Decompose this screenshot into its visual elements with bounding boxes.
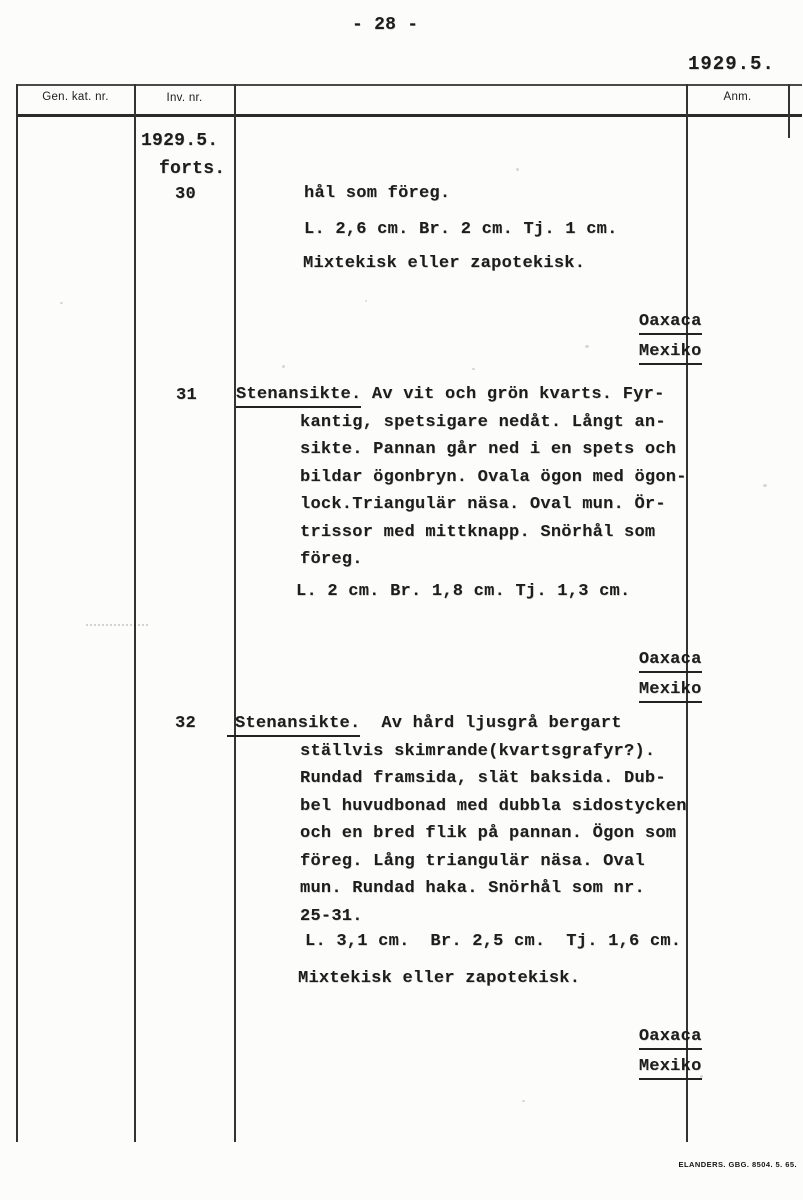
- entry-32-description-line: mun. Rundad haka. Snörhål som nr.: [300, 879, 645, 898]
- column-divider-description-anm: [686, 84, 688, 1142]
- entry-32-description-line: och en bred flik på pannan. Ögon som: [300, 824, 677, 843]
- entry-31-title: Stenansikte.: [236, 385, 361, 408]
- paper-speck: [522, 1100, 525, 1102]
- continuation-year: 1929.5.: [141, 131, 219, 151]
- paper-speck: [365, 300, 367, 302]
- entry-31-description-line: trissor med mittknapp. Snörhål som: [300, 523, 656, 542]
- entry-32-title-line: [227, 714, 622, 737]
- entry-31-description-line: lock.Triangulär näsa. Oval mun. Ör-: [300, 495, 666, 514]
- column-divider-inv-description: [234, 84, 236, 1142]
- entry-30-description-line: hål som föreg.: [304, 184, 451, 203]
- entry-31-provenance-country: Mexiko: [639, 680, 702, 703]
- entry-32-measurements: L. 3,1 cm. Br. 2,5 cm. Tj. 1,6 cm.: [305, 932, 682, 951]
- entry-32-title-rest: Av hård ljusgrå bergart: [360, 714, 622, 733]
- entry-32-title: Stenansikte.: [227, 714, 360, 737]
- page-number: - 28 -: [352, 15, 419, 35]
- entry-31-provenance-place: Oaxaca: [639, 650, 702, 673]
- paper-speck: [763, 484, 767, 487]
- catalog-year-header: 1929.5.: [688, 53, 775, 75]
- paper-speck: [640, 352, 643, 355]
- paper-speck: [516, 168, 519, 171]
- entry-30-provenance-country: Mexiko: [639, 342, 702, 365]
- entry-32-description-line: ställvis skimrande(kvartsgrafyr?).: [300, 742, 656, 761]
- paper-speck: [700, 1075, 703, 1078]
- paper-speck: [282, 365, 285, 368]
- inv-nr-31: 31: [176, 386, 197, 405]
- entry-30-culture: Mixtekisk eller zapotekisk.: [303, 254, 586, 273]
- continuation-forts: forts.: [159, 159, 226, 179]
- entry-31-description-line: bildar ögonbryn. Ovala ögon med ögon-: [300, 468, 687, 487]
- pencil-smudge: [86, 624, 148, 626]
- column-header-anm: Anm.: [723, 91, 752, 103]
- entry-31-measurements: L. 2 cm. Br. 1,8 cm. Tj. 1,3 cm.: [296, 582, 631, 601]
- entry-32-provenance: [597, 1007, 702, 1107]
- entry-31-description-line: föreg.: [300, 550, 363, 569]
- entry-32-description-line: bel huvudbonad med dubbla sidostycken: [300, 797, 687, 816]
- paper-speck: [472, 368, 475, 370]
- inv-nr-32: 32: [175, 714, 196, 733]
- entry-30-provenance: [597, 292, 702, 392]
- table-left-border: [16, 84, 18, 1142]
- entry-32-provenance-country: Mexiko: [639, 1057, 702, 1080]
- column-divider-genkat-inv: [134, 84, 136, 1142]
- entry-31-title-rest: Av vit och grön kvarts. Fyr-: [361, 385, 665, 404]
- printer-mark: ELANDERS. GBG. 8504. 5. 65.: [678, 1160, 797, 1169]
- paper-speck: [585, 345, 589, 348]
- entry-32-description-line: 25-31.: [300, 907, 363, 926]
- entry-31-description-line: sikte. Pannan går ned i en spets och: [300, 440, 677, 459]
- entry-30-measurements: L. 2,6 cm. Br. 2 cm. Tj. 1 cm.: [304, 220, 618, 239]
- table-right-border: [788, 84, 790, 138]
- entry-32-provenance-place: Oaxaca: [639, 1027, 702, 1050]
- column-header-gen-kat-nr: Gen. kat. nr.: [42, 91, 109, 103]
- inv-nr-30: 30: [175, 185, 196, 204]
- entry-32-description-line: föreg. Lång triangulär näsa. Oval: [300, 852, 645, 871]
- entry-30-provenance-place: Oaxaca: [639, 312, 702, 335]
- entry-32-description-line: Rundad framsida, slät baksida. Dub-: [300, 769, 666, 788]
- entry-31-description-line: kantig, spetsigare nedåt. Långt an-: [300, 413, 666, 432]
- column-header-inv-nr: Inv. nr.: [166, 92, 203, 104]
- paper-speck: [60, 302, 63, 304]
- entry-31-title-line: [236, 385, 665, 408]
- entry-32-culture: Mixtekisk eller zapotekisk.: [298, 969, 581, 988]
